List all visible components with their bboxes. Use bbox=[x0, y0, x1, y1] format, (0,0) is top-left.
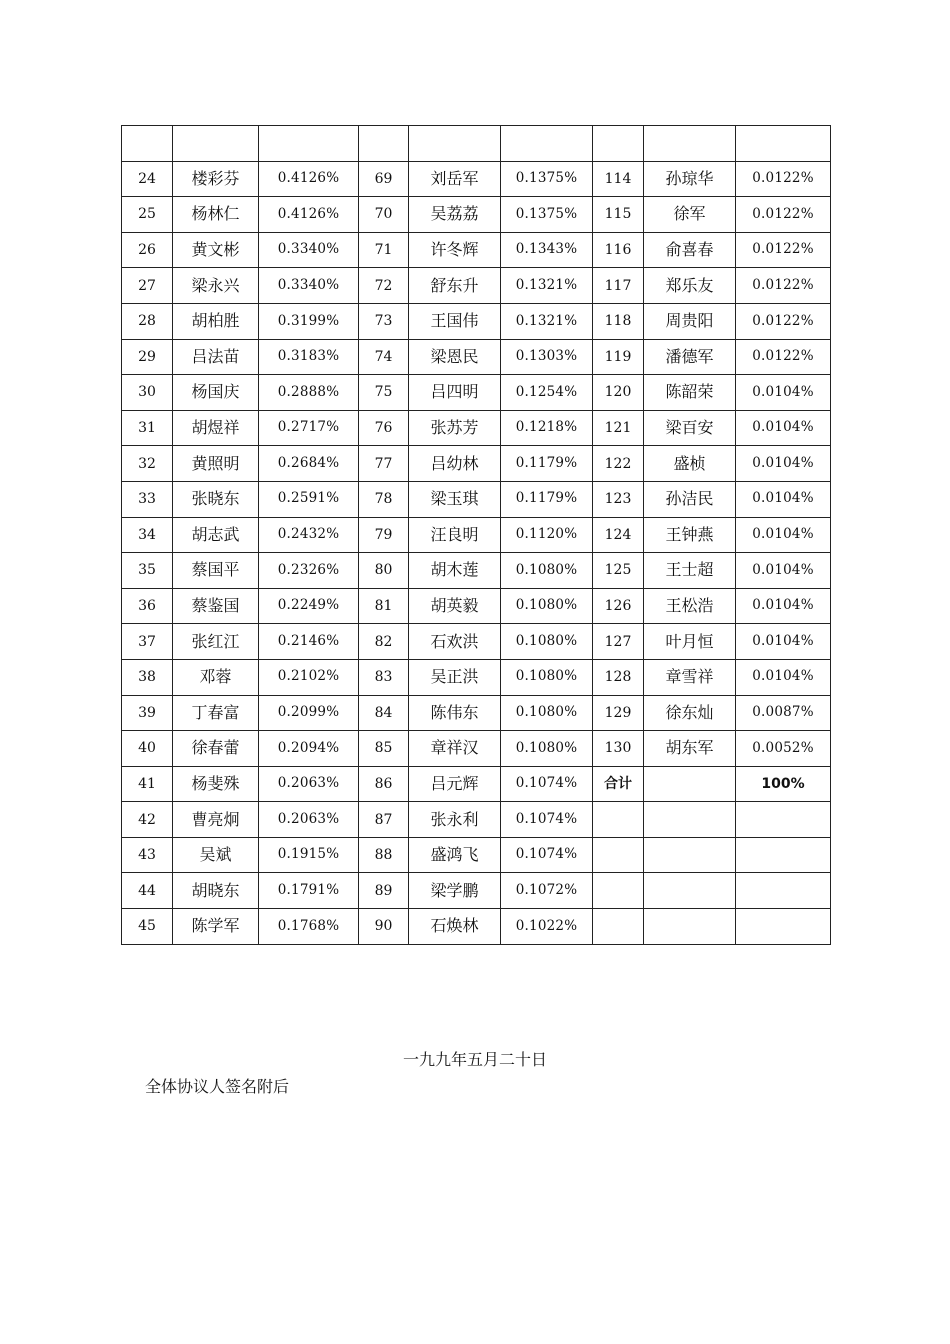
share-pct bbox=[736, 802, 831, 838]
holder-name: 梁永兴 bbox=[173, 268, 259, 304]
holder-name: 梁玉琪 bbox=[409, 481, 501, 517]
share-pct: 0.1915% bbox=[259, 837, 359, 873]
seq-no: 125 bbox=[593, 553, 644, 589]
holder-name bbox=[644, 802, 736, 838]
table-row bbox=[122, 837, 831, 873]
holder-name: 梁百安 bbox=[644, 410, 736, 446]
seq-no: 40 bbox=[122, 731, 173, 767]
holder-name bbox=[644, 126, 736, 162]
holder-name: 刘岳军 bbox=[409, 161, 501, 197]
seq-no: 89 bbox=[359, 873, 409, 909]
holder-name: 陈韶荣 bbox=[644, 375, 736, 411]
share-pct: 0.1375% bbox=[501, 161, 593, 197]
seq-no: 29 bbox=[122, 339, 173, 375]
seq-no: 120 bbox=[593, 375, 644, 411]
share-pct: 0.0104% bbox=[736, 481, 831, 517]
seq-no: 24 bbox=[122, 161, 173, 197]
holder-name: 周贵阳 bbox=[644, 303, 736, 339]
holder-name: 梁恩民 bbox=[409, 339, 501, 375]
share-pct: 0.2063% bbox=[259, 766, 359, 802]
holder-name: 杨斐殊 bbox=[173, 766, 259, 802]
holder-name: 许冬辉 bbox=[409, 232, 501, 268]
holder-name: 黄照明 bbox=[173, 446, 259, 482]
share-pct: 0.1080% bbox=[501, 695, 593, 731]
share-pct: 0.0104% bbox=[736, 517, 831, 553]
share-pct: 0.0104% bbox=[736, 588, 831, 624]
share-pct: 0.2102% bbox=[259, 659, 359, 695]
seq-no: 82 bbox=[359, 624, 409, 660]
share-pct: 0.2094% bbox=[259, 731, 359, 767]
seq-no: 41 bbox=[122, 766, 173, 802]
share-pct: 0.0052% bbox=[736, 731, 831, 767]
seq-no: 43 bbox=[122, 837, 173, 873]
holder-name bbox=[644, 766, 736, 802]
seq-no: 117 bbox=[593, 268, 644, 304]
seq-no: 86 bbox=[359, 766, 409, 802]
seq-no: 76 bbox=[359, 410, 409, 446]
holder-name: 杨林仁 bbox=[173, 197, 259, 233]
share-pct: 0.0104% bbox=[736, 375, 831, 411]
holder-name: 章雪祥 bbox=[644, 659, 736, 695]
holder-name: 蔡鉴国 bbox=[173, 588, 259, 624]
holder-name bbox=[644, 909, 736, 945]
holder-name bbox=[644, 873, 736, 909]
share-pct: 0.0122% bbox=[736, 268, 831, 304]
holder-name: 孙琼华 bbox=[644, 161, 736, 197]
share-pct: 0.3199% bbox=[259, 303, 359, 339]
share-pct: 0.2684% bbox=[259, 446, 359, 482]
share-pct: 0.2063% bbox=[259, 802, 359, 838]
share-pct: 0.1080% bbox=[501, 731, 593, 767]
seq-no: 79 bbox=[359, 517, 409, 553]
holder-name: 蔡国平 bbox=[173, 553, 259, 589]
share-pct: 0.0104% bbox=[736, 624, 831, 660]
seq-no: 85 bbox=[359, 731, 409, 767]
holder-name: 王松浩 bbox=[644, 588, 736, 624]
table-row bbox=[122, 624, 831, 660]
seq-no: 27 bbox=[122, 268, 173, 304]
share-pct: 0.4126% bbox=[259, 197, 359, 233]
holder-name: 张永利 bbox=[409, 802, 501, 838]
holder-name: 张红江 bbox=[173, 624, 259, 660]
holder-name: 郑乐友 bbox=[644, 268, 736, 304]
seq-no bbox=[122, 126, 173, 162]
seq-no: 69 bbox=[359, 161, 409, 197]
holder-name: 胡志武 bbox=[173, 517, 259, 553]
holder-name bbox=[173, 126, 259, 162]
holder-name: 张晓东 bbox=[173, 481, 259, 517]
seq-no: 119 bbox=[593, 339, 644, 375]
seq-no: 39 bbox=[122, 695, 173, 731]
seq-no bbox=[359, 126, 409, 162]
seq-no: 73 bbox=[359, 303, 409, 339]
holder-name: 吕四明 bbox=[409, 375, 501, 411]
holder-name: 张苏芳 bbox=[409, 410, 501, 446]
share-pct: 0.1218% bbox=[501, 410, 593, 446]
share-pct bbox=[736, 909, 831, 945]
seq-no: 78 bbox=[359, 481, 409, 517]
seq-no: 116 bbox=[593, 232, 644, 268]
seq-no: 77 bbox=[359, 446, 409, 482]
share-pct: 0.0122% bbox=[736, 232, 831, 268]
table-row bbox=[122, 481, 831, 517]
holder-name bbox=[409, 126, 501, 162]
seq-no: 129 bbox=[593, 695, 644, 731]
table-row bbox=[122, 232, 831, 268]
seq-no: 75 bbox=[359, 375, 409, 411]
seq-no: 45 bbox=[122, 909, 173, 945]
seq-no: 42 bbox=[122, 802, 173, 838]
share-pct: 0.1080% bbox=[501, 588, 593, 624]
share-pct bbox=[736, 873, 831, 909]
share-pct: 0.1343% bbox=[501, 232, 593, 268]
seq-no: 31 bbox=[122, 410, 173, 446]
share-pct: 0.0122% bbox=[736, 303, 831, 339]
holder-name: 邓蓉 bbox=[173, 659, 259, 695]
share-pct: 0.0122% bbox=[736, 161, 831, 197]
seq-no: 121 bbox=[593, 410, 644, 446]
seq-no: 114 bbox=[593, 161, 644, 197]
seq-no: 130 bbox=[593, 731, 644, 767]
table-row bbox=[122, 659, 831, 695]
share-pct: 0.1120% bbox=[501, 517, 593, 553]
holder-name: 陈学军 bbox=[173, 909, 259, 945]
share-pct: 0.4126% bbox=[259, 161, 359, 197]
seq-no: 25 bbox=[122, 197, 173, 233]
seq-no: 84 bbox=[359, 695, 409, 731]
share-pct: 0.0104% bbox=[736, 553, 831, 589]
holder-name: 楼彩芬 bbox=[173, 161, 259, 197]
table-row bbox=[122, 446, 831, 482]
seq-no: 38 bbox=[122, 659, 173, 695]
share-pct: 0.1022% bbox=[501, 909, 593, 945]
holder-name: 吴斌 bbox=[173, 837, 259, 873]
seq-no: 115 bbox=[593, 197, 644, 233]
shareholding-table bbox=[121, 125, 831, 945]
share-pct: 0.1303% bbox=[501, 339, 593, 375]
table-row bbox=[122, 766, 831, 802]
share-pct: 0.0104% bbox=[736, 446, 831, 482]
share-pct: 0.1072% bbox=[501, 873, 593, 909]
holder-name: 徐春蕾 bbox=[173, 731, 259, 767]
seq-no: 26 bbox=[122, 232, 173, 268]
table-row bbox=[122, 268, 831, 304]
table-row bbox=[122, 126, 831, 162]
seq-no: 90 bbox=[359, 909, 409, 945]
share-pct: 0.1375% bbox=[501, 197, 593, 233]
date-line bbox=[0, 1047, 950, 1070]
share-pct: 0.1321% bbox=[501, 303, 593, 339]
holder-name: 吴荔荔 bbox=[409, 197, 501, 233]
share-pct: 0.3340% bbox=[259, 268, 359, 304]
table-row bbox=[122, 161, 831, 197]
share-pct bbox=[259, 126, 359, 162]
holder-name: 曹亮炯 bbox=[173, 802, 259, 838]
seq-no: 30 bbox=[122, 375, 173, 411]
table-row bbox=[122, 873, 831, 909]
seq-no: 72 bbox=[359, 268, 409, 304]
holder-name: 章祥汉 bbox=[409, 731, 501, 767]
holder-name: 王士超 bbox=[644, 553, 736, 589]
seq-no: 32 bbox=[122, 446, 173, 482]
total-label: 合计 bbox=[593, 766, 644, 802]
holder-name: 徐军 bbox=[644, 197, 736, 233]
share-pct: 0.1074% bbox=[501, 802, 593, 838]
holder-name: 胡木莲 bbox=[409, 553, 501, 589]
share-pct: 0.2249% bbox=[259, 588, 359, 624]
seq-no: 128 bbox=[593, 659, 644, 695]
seq-no: 118 bbox=[593, 303, 644, 339]
share-pct: 0.2326% bbox=[259, 553, 359, 589]
table-row bbox=[122, 802, 831, 838]
holder-name: 徐东灿 bbox=[644, 695, 736, 731]
seq-no: 81 bbox=[359, 588, 409, 624]
share-pct: 0.0122% bbox=[736, 339, 831, 375]
holder-name: 胡英毅 bbox=[409, 588, 501, 624]
share-pct bbox=[736, 126, 831, 162]
holder-name: 吕法苗 bbox=[173, 339, 259, 375]
table-row bbox=[122, 410, 831, 446]
table-row bbox=[122, 553, 831, 589]
seq-no: 126 bbox=[593, 588, 644, 624]
share-pct: 0.2146% bbox=[259, 624, 359, 660]
share-pct: 0.1080% bbox=[501, 659, 593, 695]
holder-name: 丁春富 bbox=[173, 695, 259, 731]
holder-name: 俞喜春 bbox=[644, 232, 736, 268]
table-row bbox=[122, 909, 831, 945]
holder-name: 胡东军 bbox=[644, 731, 736, 767]
share-pct: 0.1321% bbox=[501, 268, 593, 304]
holder-name: 舒东升 bbox=[409, 268, 501, 304]
holder-name: 潘德军 bbox=[644, 339, 736, 375]
seq-no: 28 bbox=[122, 303, 173, 339]
holder-name: 王钟燕 bbox=[644, 517, 736, 553]
signature-note: 全体协议人签名附后 bbox=[145, 1077, 290, 1096]
holder-name: 叶月恒 bbox=[644, 624, 736, 660]
holder-name: 石焕林 bbox=[409, 909, 501, 945]
table-row bbox=[122, 375, 831, 411]
share-pct: 0.1768% bbox=[259, 909, 359, 945]
seq-no bbox=[593, 802, 644, 838]
table-body bbox=[122, 126, 831, 945]
seq-no: 80 bbox=[359, 553, 409, 589]
share-pct: 0.0087% bbox=[736, 695, 831, 731]
seq-no: 87 bbox=[359, 802, 409, 838]
share-pct: 0.1179% bbox=[501, 446, 593, 482]
holder-name: 胡晓东 bbox=[173, 873, 259, 909]
share-pct: 0.2591% bbox=[259, 481, 359, 517]
table-row bbox=[122, 339, 831, 375]
seq-no: 37 bbox=[122, 624, 173, 660]
holder-name: 盛桢 bbox=[644, 446, 736, 482]
table-row bbox=[122, 731, 831, 767]
table-row bbox=[122, 303, 831, 339]
seq-no: 44 bbox=[122, 873, 173, 909]
table-row bbox=[122, 517, 831, 553]
holder-name: 王国伟 bbox=[409, 303, 501, 339]
seq-no: 122 bbox=[593, 446, 644, 482]
total-value: 100% bbox=[736, 766, 831, 802]
holder-name: 石欢洪 bbox=[409, 624, 501, 660]
seq-no: 83 bbox=[359, 659, 409, 695]
holder-name: 汪良明 bbox=[409, 517, 501, 553]
share-pct: 0.2717% bbox=[259, 410, 359, 446]
seq-no bbox=[593, 909, 644, 945]
seq-no: 88 bbox=[359, 837, 409, 873]
seq-no: 127 bbox=[593, 624, 644, 660]
seq-no: 70 bbox=[359, 197, 409, 233]
holder-name: 梁学鹏 bbox=[409, 873, 501, 909]
share-pct: 0.1254% bbox=[501, 375, 593, 411]
holder-name: 陈伟东 bbox=[409, 695, 501, 731]
holder-name: 吕元辉 bbox=[409, 766, 501, 802]
table-row bbox=[122, 197, 831, 233]
seq-no bbox=[593, 873, 644, 909]
share-pct: 0.2099% bbox=[259, 695, 359, 731]
share-pct: 0.3183% bbox=[259, 339, 359, 375]
seq-no: 71 bbox=[359, 232, 409, 268]
share-pct: 0.1074% bbox=[501, 766, 593, 802]
share-pct: 0.1179% bbox=[501, 481, 593, 517]
seq-no: 74 bbox=[359, 339, 409, 375]
share-pct: 0.0122% bbox=[736, 197, 831, 233]
share-pct: 0.1080% bbox=[501, 553, 593, 589]
holder-name: 盛鸿飞 bbox=[409, 837, 501, 873]
seq-no: 33 bbox=[122, 481, 173, 517]
share-pct bbox=[501, 126, 593, 162]
table-row bbox=[122, 588, 831, 624]
seq-no: 35 bbox=[122, 553, 173, 589]
share-pct: 0.2432% bbox=[259, 517, 359, 553]
holder-name bbox=[644, 837, 736, 873]
share-pct: 0.1791% bbox=[259, 873, 359, 909]
holder-name: 胡柏胜 bbox=[173, 303, 259, 339]
agreement-date: 一九九年五月二十日 bbox=[402, 1050, 547, 1069]
holder-name: 胡煜祥 bbox=[173, 410, 259, 446]
holder-name: 吕幼林 bbox=[409, 446, 501, 482]
share-pct: 0.1074% bbox=[501, 837, 593, 873]
holder-name: 杨国庆 bbox=[173, 375, 259, 411]
seq-no bbox=[593, 837, 644, 873]
seq-no bbox=[593, 126, 644, 162]
share-pct bbox=[736, 837, 831, 873]
share-pct: 0.0104% bbox=[736, 659, 831, 695]
holder-name: 孙洁民 bbox=[644, 481, 736, 517]
seq-no: 36 bbox=[122, 588, 173, 624]
share-pct: 0.1080% bbox=[501, 624, 593, 660]
holder-name: 黄文彬 bbox=[173, 232, 259, 268]
seq-no: 123 bbox=[593, 481, 644, 517]
share-pct: 0.3340% bbox=[259, 232, 359, 268]
seq-no: 124 bbox=[593, 517, 644, 553]
holder-name: 吴正洪 bbox=[409, 659, 501, 695]
share-pct: 0.2888% bbox=[259, 375, 359, 411]
seq-no: 34 bbox=[122, 517, 173, 553]
share-pct: 0.0104% bbox=[736, 410, 831, 446]
table-row bbox=[122, 695, 831, 731]
